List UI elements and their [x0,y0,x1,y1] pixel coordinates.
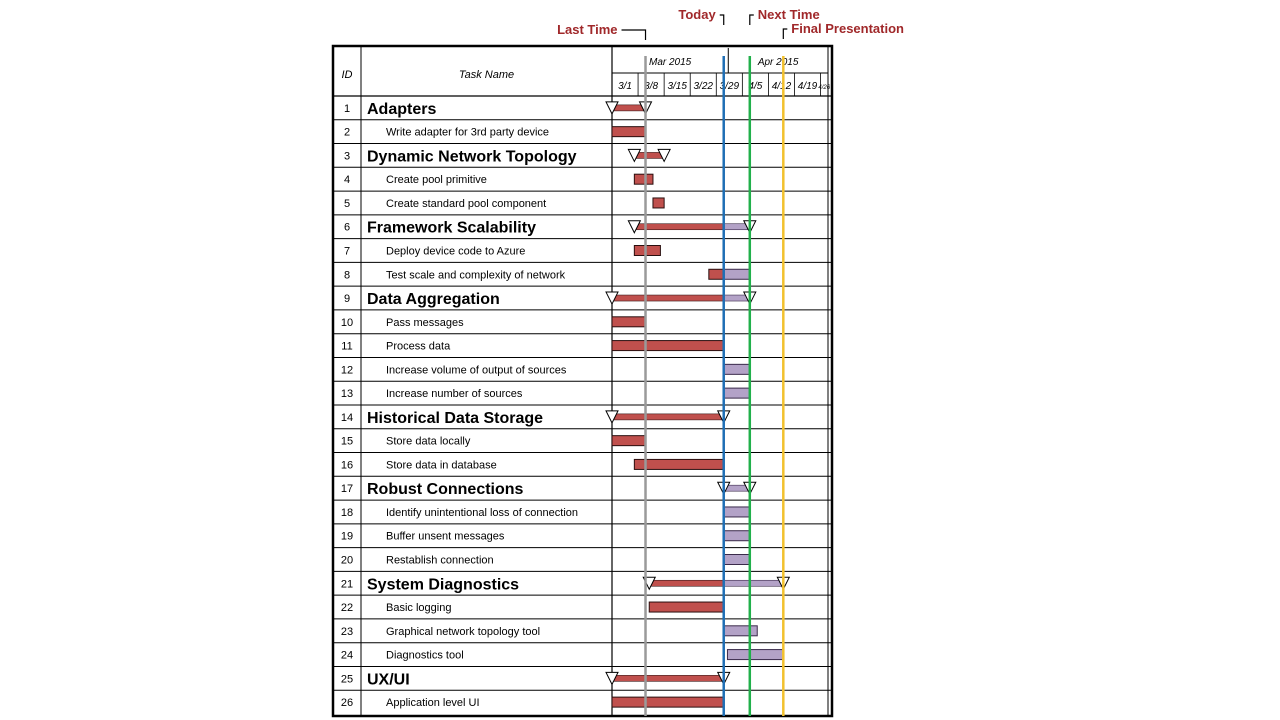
task-bar-done [634,459,723,469]
task-name: Restablish connection [386,554,494,567]
task-bar-future [727,650,783,660]
marker-label: Next Time [757,7,820,22]
task-id: 14 [340,411,354,424]
task-name: Basic logging [386,602,452,615]
month-label: Mar 2015 [649,57,692,68]
task-bar-done [612,127,646,137]
task-bar-future [724,388,750,398]
task-id: 20 [340,554,354,567]
summary-task-name: Framework Scalability [367,219,536,237]
summary-task-name: System Diagnostics [367,576,520,594]
task-name: Pass messages [386,316,464,329]
summary-bar-done [649,580,723,586]
week-label: 4/5 [748,81,763,92]
week-label: 3/22 [693,81,713,92]
task-bar-done [634,174,653,184]
task-id: 3 [343,150,351,163]
task-id: 7 [343,245,351,258]
task-bar-done [612,341,724,351]
task-name: Increase number of sources [386,388,523,401]
task-id: 1 [343,102,351,115]
task-id: 9 [343,293,351,306]
task-name: Create pool primitive [386,174,487,187]
task-name: Diagnostics tool [386,649,464,662]
task-bar-done [612,317,646,327]
id-header: ID [341,69,353,81]
task-bar-future [724,626,758,636]
task-bar-future [724,364,750,374]
task-bar-future [724,269,750,279]
task-bar-done [634,246,660,256]
task-id: 16 [340,459,354,472]
task-id: 5 [343,197,351,210]
task-name: Graphical network topology tool [386,625,541,638]
task-name: Process data [386,340,451,353]
marker-leader [783,29,787,39]
task-id: 19 [340,530,354,543]
task-id: 11 [341,340,353,353]
task-name: Create standard pool component [386,197,547,210]
task-id: 2 [343,126,351,139]
week-label: 4/19 [797,81,818,92]
task-id: 10 [340,316,354,329]
task-id: 22 [340,602,354,615]
task-name: Store data locally [386,435,471,448]
task-bar-done [649,602,723,612]
task-id: 15 [340,435,354,448]
task-id: 6 [343,221,351,234]
task-name: Buffer unsent messages [386,530,505,543]
task-name: Application level UI [386,697,480,710]
summary-bar-done [612,295,724,301]
task-bar-done [612,697,724,707]
task-name-header: Task Name [458,69,515,81]
task-id: 13 [340,388,354,401]
summary-task-name: Robust Connections [367,481,524,499]
task-id: 21 [340,578,354,591]
task-name: Test scale and complexity of network [386,269,566,282]
marker-label: Today [678,7,716,22]
summary-bar-done [634,224,723,230]
week-label: 3/15 [667,81,687,92]
task-bar-future [724,531,750,541]
task-name: Increase volume of output of sources [386,364,567,377]
task-id: 18 [340,506,354,519]
week-label: 3/29 [719,81,740,92]
task-id: 25 [340,673,354,686]
summary-bar-done [612,675,724,681]
task-id: 17 [340,483,354,496]
week-label: 4/26 [818,85,831,91]
task-name: Store data in database [386,459,497,472]
summary-task-name: Data Aggregation [367,291,500,309]
summary-task-name: Historical Data Storage [367,409,544,427]
summary-bar-done [612,414,724,420]
task-id: 24 [340,649,354,662]
summary-task-name: UX/UI [367,671,410,689]
task-id: 23 [340,625,354,638]
task-id: 12 [340,364,354,377]
task-name: Deploy device code to Azure [386,245,526,258]
marker-label: Last Time [557,22,618,37]
summary-bar-future [724,580,784,586]
task-bar-future [724,555,750,565]
task-id: 4 [343,174,351,187]
summary-task-name: Adapters [367,100,437,118]
marker-leader [622,30,646,40]
week-label: 3/1 [618,81,632,92]
month-label: Apr 2015 [757,57,799,68]
summary-task-name: Dynamic Network Topology [367,148,577,166]
week-label: 3/8 [644,81,659,92]
task-name: Write adapter for 3rd party device [386,126,550,139]
marker-leader [750,15,754,25]
task-bar-done [612,436,646,446]
summary-bar-done [612,105,646,111]
task-bar-done [709,269,724,279]
task-bar-future [724,507,750,517]
task-name: Identify unintentional loss of connection [386,506,579,519]
marker-label: Final Presentation [791,21,905,36]
week-label: 4/12 [771,81,792,92]
marker-leader [720,15,724,25]
task-bar-done [653,198,664,208]
task-id: 8 [343,269,351,282]
task-id: 26 [340,697,354,710]
